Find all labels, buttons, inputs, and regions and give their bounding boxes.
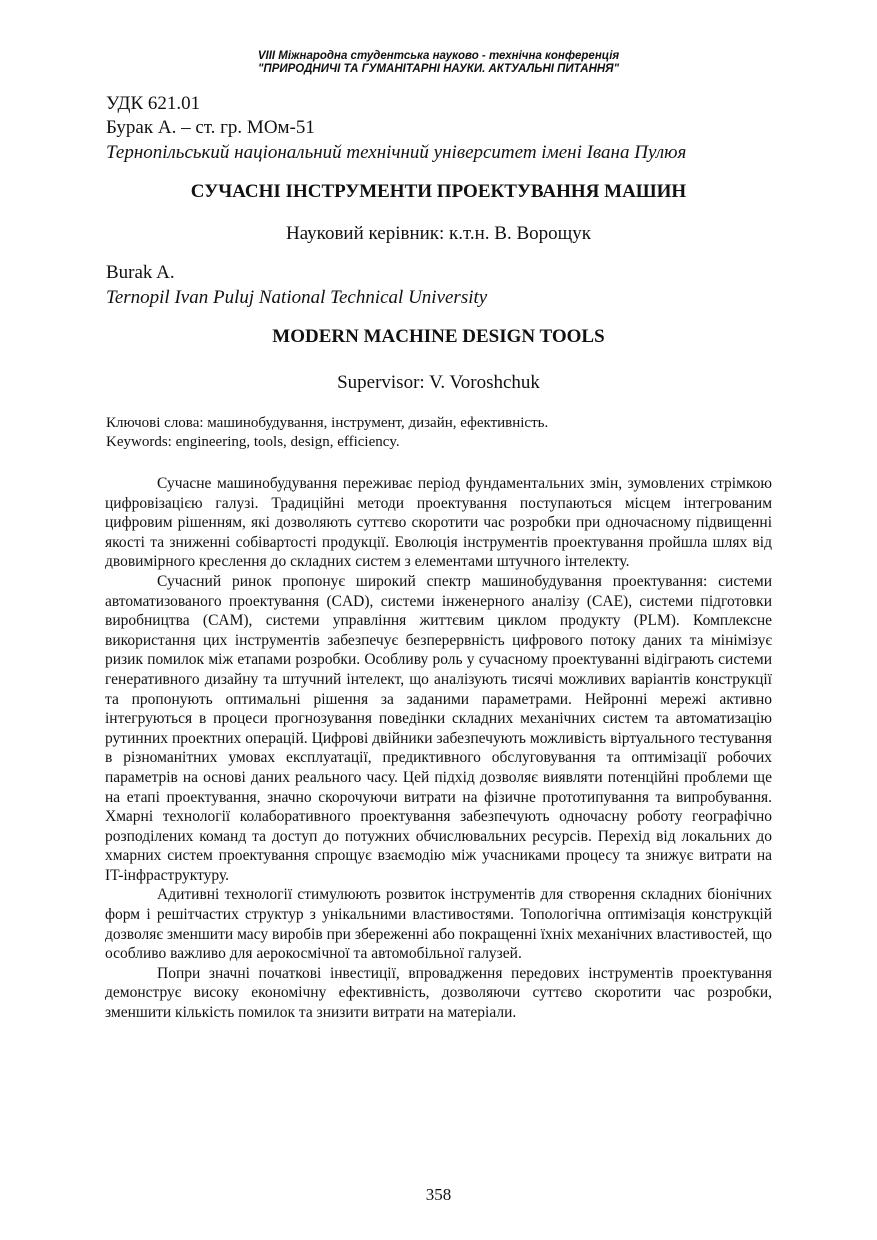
page-number: 358 [425,1185,452,1204]
keywords-en: Keywords: engineering, tools, design, efficiency. [106,434,400,450]
body-paragraph: Адитивні технології стимулюють розвиток інструментів для створення складних біонічних форм і решітчастих структур з унікальними властивостями. Топологічна оптимізація конструкцій дозволяє зменшити масу виробів при збереженні або покращенні їхніх механічних властивостей, що особливо важливо для аерокосмічної та автомобільної галузей. [105,886,772,963]
body-paragraph: Попри значні початкові інвестиції, впровадження передових інструментів проектування демонструє високу економічну ефективність, дозволяючи суттєво скоротити час розробки, зменшити кількість помилок та знизити витрати на матеріали. [105,964,772,1022]
udk-code: УДК 621.01 [106,93,201,114]
author-en: Burak A. [106,262,175,283]
author-uk: Бурак А. – ст. гр. МОм-51 [106,117,315,138]
supervisor-en: Supervisor: V. Voroshchuk [337,372,540,393]
keywords-uk: Ключові слова: машинобудування, інструмент, дизайн, ефективність. [106,415,549,431]
conference-theme-line: "ПРИРОДНИЧІ ТА ГУМАНІТАРНІ НАУКИ. АКТУАЛЬНІ ПИТАННЯ" [257,63,620,75]
paper-body [105,474,772,1023]
conference-title-line: VIII Міжнародна студентська науково - технічна конференція [257,50,620,62]
institution-en: Ternopil Ivan Puluj National Technical University [106,287,488,308]
conference-header [0,50,877,76]
body-paragraph: Сучасне машинобудування переживає період фундаментальних змін, зумовлених стрімкою цифровізацією галузі. Традиційні методи проектування поступаються місцем інтегрованим цифровим рішенням, які дозволяють суттєво скоротити час розробки при одночасному підвищенні якості та зниженні собівартості продукції. Еволюція інструментів проектування пройшла шлях від двовимірного креслення до складних систем з елементами штучного інтелекту. [105,475,772,571]
body-paragraph: Сучасний ринок пропонує широкий спектр машинобудування проектування: системи автоматизованого проектування (CAD), системи інженерного аналізу (CAE), системи підготовки виробництва (CAM), системи управління життєвим циклом продукту (PLM). Комплексне використання цих інструментів забезпечує безперервність цифрового потоку даних та мінімізує ризик помилок між етапами розробки. Особливу роль у сучасному проектуванні відіграють системи генеративного дизайну та штучний інтелект, що аналізують тисячі можливих варіантів конструкції та пропонують оптимальні рішення за заданими параметрами. Нейронні мережі активно інтегруються в процеси прогнозування поведінки складних механічних систем та автоматизацію рутинних проектних операцій. Цифрові двійники забезпечують можливість віртуального тестування в різноманітних умовах експлуатації, предиктивного обслуговування та оптимізації робочих параметрів на основі даних реального часу. Цей підхід дозволяє виявляти потенційні проблеми ще на етапі проектування, значно скорочуючи витрати на фізичне прототипування та випробування. Хмарні технології колаборативного проектування забезпечують одночасну роботу географічно розподілених команд та доступ до потужних обчислювальних ресурсів. Перехід від локальних до хмарних систем проектування спрощує взаємодію між учасниками процесу та знижує витрати на IT-інфраструктуру. [105,572,772,884]
institution-uk: Тернопільський національний технічний університет імені Івана Пулюя [106,142,687,163]
paper-title-uk: СУЧАСНІ ІНСТРУМЕНТИ ПРОЕКТУВАННЯ МАШИН [190,181,687,202]
paper-title-en: MODERN MACHINE DESIGN TOOLS [272,326,605,347]
supervisor-uk: Науковий керівник: к.т.н. В. Ворощук [285,223,592,244]
